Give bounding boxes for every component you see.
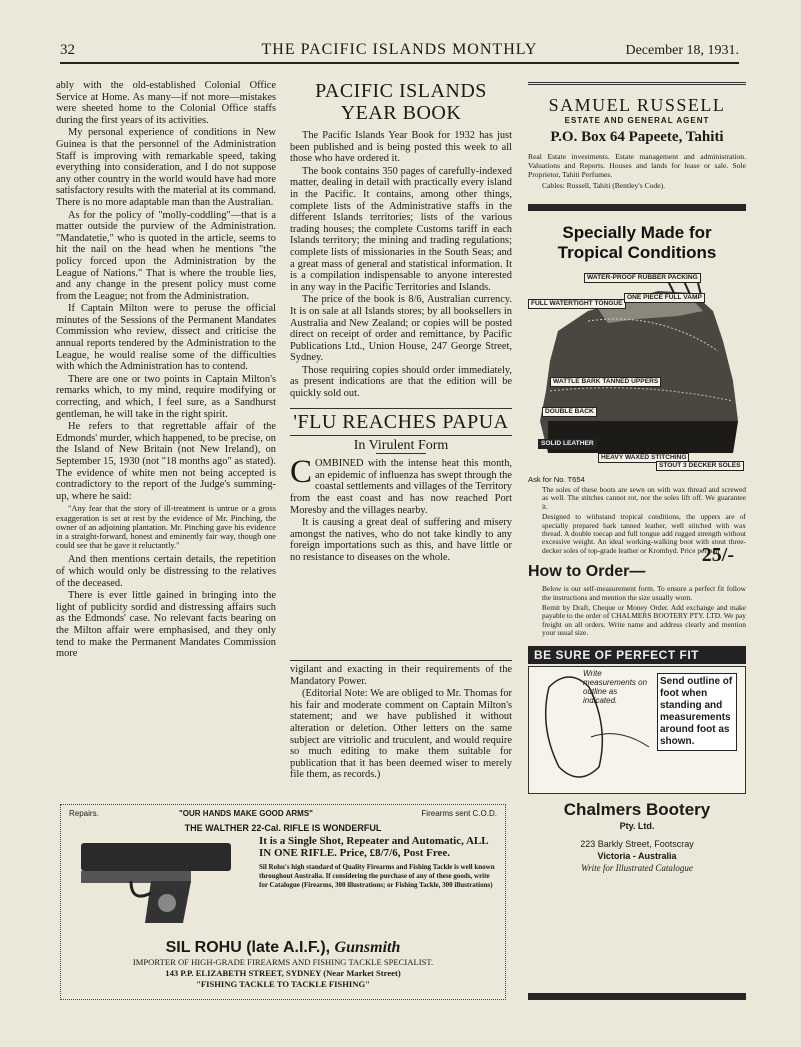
gunsmith-tagline: "FISHING TACKLE TO TACKLE FISHING"	[196, 979, 370, 989]
boot-label: ONE PIECE FULL VAMP	[624, 293, 705, 303]
russell-description: Real Estate investments. Estate management and administration. Valuations and Reports. Houses and lands for lease or sale. Sole Proprietor, Tahiti Perfumes.	[528, 152, 746, 179]
boot-label: SOLID LEATHER	[538, 439, 597, 449]
gunsmith-address: 143 P.P. ELIZABETH STREET, SYDNEY (Near Market Street)	[165, 968, 401, 978]
paragraph: vigilant and exacting in their requirements of the Mandatory Power.	[290, 664, 512, 687]
judge-quote: "Any fear that the story of ill-treatment is untrue or a gross exaggeration is set at rest by the evidence of Mr. Pinching, the owner of an adjoining plantation. Mr. Pinching gave his evidence in a straight-forward, honest and eminently fair way, though one could see that he gave it reluctantly."	[56, 504, 276, 551]
continuation	[290, 664, 512, 782]
paragraph: The Pacific Islands Year Book for 1932 has just been published and is being posted this week to all those who have ordered it.	[290, 130, 512, 165]
paragraph: My personal experience of conditions in New Guinea is that the personnel of the Administration Staff is improving with remarkable speed, taking everything into consideration, and I do not suppose any other country in the world would have had more satisfactory results with the material at its command. There is no more adaptable man than the Australian.	[56, 127, 276, 208]
company-name: Chalmers Bootery	[563, 799, 711, 819]
catalogue-link: Write for Illustrated Catalogue	[581, 862, 693, 873]
importer-line: IMPORTER OF HIGH-GRADE FIREARMS AND FISHING TACKLE SPECIALIST.	[132, 957, 434, 967]
catalogue-blurb: Sil Rohu's high standard of Quality Firearms and Fishing Tackle is well known throughout Australia. If considering the purchase of any of these goods, write for Catalogue (Firearms, 300 illustrations; or Fishing Tackle, 300 illustrations)	[259, 863, 495, 889]
double-rule	[528, 82, 746, 85]
paragraph: It is causing a great deal of suffering and misery amongst the natives, who do not take kindly to any foreign importations such as this, and have little or no resistance to diseases on the whole.	[290, 517, 512, 563]
black-bar	[528, 204, 746, 211]
boot-label: HEAVY WAXED STITCHING	[598, 453, 689, 463]
paragraph: As for the policy of "molly-coddling"—that is a matter outside the purview of the Administration. "Mandatetie," who is quoted in the article, seems to hit the nail on the head when he mentions "the policy forced upon the Administration by the League of Nations." That is where the trouble lies, and any change in the present policy must come from the League; not from the Administration.	[56, 209, 276, 302]
order-heading: How to Order—	[528, 563, 646, 581]
slogan: "OUR HANDS MAKE GOOD ARMS"	[179, 809, 313, 818]
issue-date: December 18, 1931.	[625, 43, 739, 58]
paragraph: Those requiring copies should order immediately, as present indications are that the edition will be quickly sold out.	[290, 364, 512, 400]
model-number: Ask for No. T654	[528, 475, 585, 484]
boot-label: DOUBLE BACK	[542, 407, 597, 417]
gunsmith-ad	[60, 804, 506, 1000]
rifle-details: It is a Single Shot, Repeater and Automatic, ALL IN ONE RIFLE. Price, £8/7/6, Post Free.	[259, 835, 488, 859]
column-one	[56, 80, 276, 780]
fit-banner: BE SURE OF PERFECT FIT	[528, 646, 746, 664]
paragraph: The book contains 350 pages of carefully-indexed matter, dealing in detail with practically every island in the Pacific. It contains, among other things, complete lists of the Administrative staffs in the different Islands territories; lists of the various trading houses; the complete Customs tariff in each Islands territory; the mining and trading regulations; complete lists of missionaries in the South Seas; and a great mass of general and statistical information. It is a compilation indispensable to anyone interested in any way in the Pacific Territories and Islands.	[290, 165, 512, 293]
order-instructions: Remit by Draft, Cheque or Money Order. Add exchange and make payable to the order of CHALMERS BOOTERY PTY. LTD. We pay freight on all orders. Write name and address clearly and mention your usual size.	[542, 603, 746, 638]
rifle-headline: THE WALTHER 22-Cal. RIFLE IS WONDERFUL	[184, 823, 382, 833]
boot-label: FULL WATERTIGHT TONGUE	[528, 299, 626, 309]
russell-name: SAMUEL RUSSELL	[548, 95, 726, 115]
measurement-form	[528, 666, 746, 794]
column-rule	[290, 660, 512, 661]
boot-label: WATER-PROOF RUBBER PACKING	[584, 273, 701, 283]
header-rule	[60, 62, 739, 64]
column-three-ads	[528, 80, 746, 873]
flu-heading: 'FLU REACHES PAPUA	[290, 408, 512, 436]
page-number: 32	[60, 42, 75, 58]
russell-address: P.O. Box 64 Papeete, Tahiti	[550, 129, 724, 145]
company-suffix: Pty. Ltd.	[619, 820, 655, 831]
paragraph: He refers to that regrettable affair of the Edmonds' murder, which happened, to be precise, on the Island of New Britain (not New Ireland), on September 15, 1930 (not "18 months ago" as stated). The evidence of white men not being accepted is contradictory to the report of the Judge's summing-up, where he said:	[56, 421, 276, 502]
company-state: Victoria - Australia	[597, 850, 677, 861]
paragraph: And then mentions certain details, the repetition of which would only be distressing to the relatives of the deceased.	[56, 554, 276, 589]
boots-headline: Specially Made for Tropical Conditions	[557, 223, 717, 262]
write-note: Write measurements on outline as indicated.	[583, 668, 648, 705]
russell-cables: Cables: Russell, Tahiti (Bentley's Code).	[542, 181, 666, 190]
paragraph: There is ever little gained in bringing into the light of publicity sordid and distressing affairs such as the Edmonds' case. No relevant facts bearing on the Milton affair were emphasised, and they only tend to make the Permanent Mandates Commission more	[56, 590, 276, 660]
flu-subheading: In Virulent Form	[353, 437, 449, 453]
order-instructions: Below is our self-measurement form. To ensure a perfect fit follow the instructions and mention the size usually worn.	[542, 584, 746, 602]
price: 25/-	[701, 543, 734, 566]
repairs-label: Repairs.	[69, 809, 99, 818]
boot-illustration	[528, 271, 746, 469]
paragraph: ably with the old-established Colonial Office Service at Home. As many—if not more—mistakes were sheeted home to the Colonial Office staffs during the first years of its activities.	[56, 80, 276, 126]
pistol-icon	[71, 833, 241, 925]
russell-role: ESTATE AND GENERAL AGENT	[564, 116, 710, 125]
boot-label: STOUT 3 DECKER SOLES	[656, 461, 744, 471]
send-note: Send outline of foot when standing and measurements around foot as shown.	[657, 673, 737, 751]
divider	[376, 453, 426, 454]
boot-description: Designed to withstand tropical conditions, the uppers are of specially prepared bark tanned leather, well stitched with wax thread. A double toecap and full tongue add rugged strength without excessive weight. An ideal working-walking boot with stout three-decker soles of top-grade leather or Kromhyd. Price per pair 25/-	[542, 512, 746, 566]
page-header	[60, 38, 739, 64]
masthead-title: THE PACIFIC ISLANDS MONTHLY	[261, 41, 538, 58]
drop-cap: C	[290, 454, 313, 491]
paragraph: If Captain Milton were to peruse the official minutes of the Sessions of the Permanent Mandates Commission who review, dissect and criticise the annual reports tendered by the Administration to the League, he would realise some of the difficulties with which the Administration has to contend.	[56, 303, 276, 373]
company-address: 223 Barkly Street, Footscray	[580, 838, 694, 849]
boot-description: The soles of these boots are sewn on with wax thread and screwed as well. The stitches cannot rot, nor the soles lift off. We guarantee it.	[542, 485, 746, 511]
paragraph: COMBINED with the intense heat this month, an epidemic of influenza has swept through the coastal settlements and villages of the Territory from the east coast and has now reached Port Moresby and the villages nearby.	[290, 454, 512, 516]
paragraph: There are one or two points in Captain Milton's remarks which, to my mind, require modifying or correcting, and which, I feel sure, as a Sandhurst gentleman, he will take in the right spirit.	[56, 373, 276, 420]
boot-label: WATTLE BARK TANNED UPPERS	[550, 377, 661, 387]
black-bar	[528, 993, 746, 1000]
yearbook-heading: PACIFIC ISLANDS YEAR BOOK	[315, 80, 487, 124]
paragraph: The price of the book is 8/6, Australian currency. It is on sale at all Islands stores; by all booksellers in Australia and New Zealand; or copies will be posted direct on receipt of order and remittance, by Pacific Publications Ltd., Union House, 247 George Street, Sydney.	[290, 294, 512, 364]
gunsmith-name: SIL ROHU (late A.I.F.), Gunsmith	[165, 939, 401, 956]
cod-label: Firearms sent C.O.D.	[421, 809, 497, 818]
editorial-note: (Editorial Note: We are obliged to Mr. Thomas for his fair and moderate comment on Captain Milton's statement; and we have published it without alteration or deletion. Other letters on the same subject are vitriolic and truculent, and would require so much editing to make them suitable for publication that it has been deemed wiser to merely file them, as records.)	[290, 688, 512, 781]
